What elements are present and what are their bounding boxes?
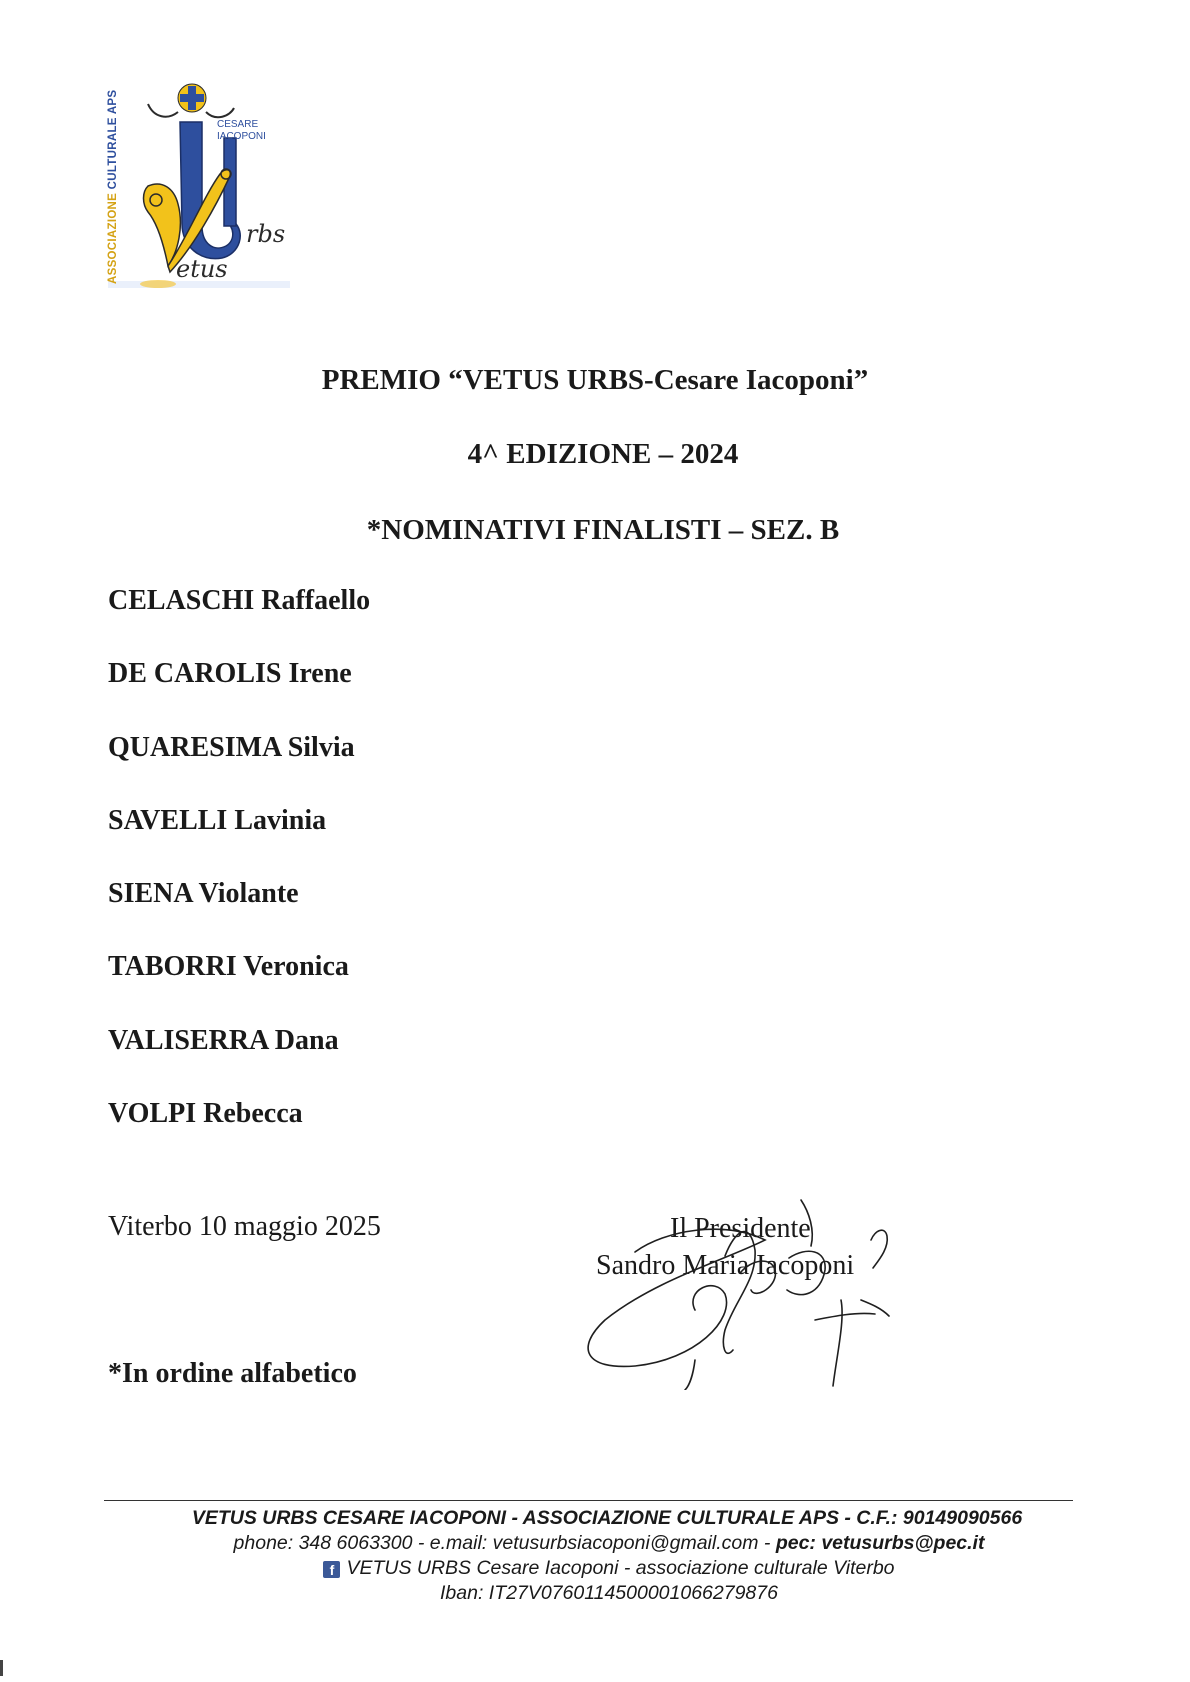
facebook-icon: f — [323, 1561, 340, 1578]
section-heading: *NOMINATIVI FINALISTI – SEZ. B — [366, 514, 840, 546]
logo-vertical-text-part1: ASSOCIAZIONE — [107, 192, 119, 284]
signatory-title: Il Presidente — [670, 1213, 811, 1244]
finalist-name: DE CAROLIS Irene — [108, 658, 352, 690]
footer-facebook-page: VETUS URBS Cesare Iacoponi - associazione culturale Viterbo — [346, 1557, 895, 1579]
place-and-date: Viterbo 10 maggio 2025 — [108, 1211, 381, 1242]
footer-phone-email: phone: 348 6063300 - e.mail: vetusurbsiacoponi@gmail.com - — [233, 1532, 776, 1554]
footer-iban: Iban: IT27V0760114500001066279876 — [440, 1582, 778, 1604]
finalist-name: VOLPI Rebecca — [108, 1098, 303, 1130]
finalist-name: QUARESIMA Silvia — [108, 731, 355, 763]
signatory-name: Sandro Maria Iacoponi — [596, 1250, 855, 1281]
footer-pec: pec: vetusurbs@pec.it — [775, 1532, 985, 1554]
finalist-name: VALISERRA Dana — [108, 1024, 339, 1056]
footer-divider — [104, 1500, 1073, 1501]
logo-iacoponi: IACOPONI — [217, 131, 266, 142]
logo-urbs: rbs — [246, 220, 286, 248]
finalist-name: CELASCHI Raffaello — [108, 585, 371, 616]
footer-contact-line — [14, 1532, 1190, 1555]
finalist-name: TABORRI Veronica — [108, 951, 349, 983]
finalist-name: SAVELLI Lavinia — [108, 804, 327, 836]
finalists-list — [108, 585, 370, 1171]
logo-glow — [140, 280, 176, 288]
edition-heading: 4^ EDIZIONE – 2024 — [467, 438, 739, 470]
logo-vertical-text — [107, 88, 125, 284]
footer-facebook-line — [14, 1557, 1190, 1580]
scan-edge-mark — [0, 1660, 3, 1676]
logo-cesare: CESARE — [217, 119, 259, 130]
award-title: PREMIO “VETUS URBS-Cesare Iacoponi” — [321, 364, 869, 396]
logo-vertical-text-part2: CULTURALE APS — [107, 89, 119, 193]
logo-etus: etus — [176, 255, 228, 283]
finalist-name: SIENA Violante — [108, 878, 299, 910]
handwritten-signature — [575, 1190, 905, 1390]
alphabetical-order-note: *In ordine alfabetico — [108, 1358, 357, 1389]
logo-cesare-iacoponi — [217, 119, 266, 143]
footer-association-line: VETUS URBS CESARE IACOPONI - ASSOCIAZIONE CULTURALE APS - C.F.: 90149090566 — [191, 1507, 1023, 1529]
